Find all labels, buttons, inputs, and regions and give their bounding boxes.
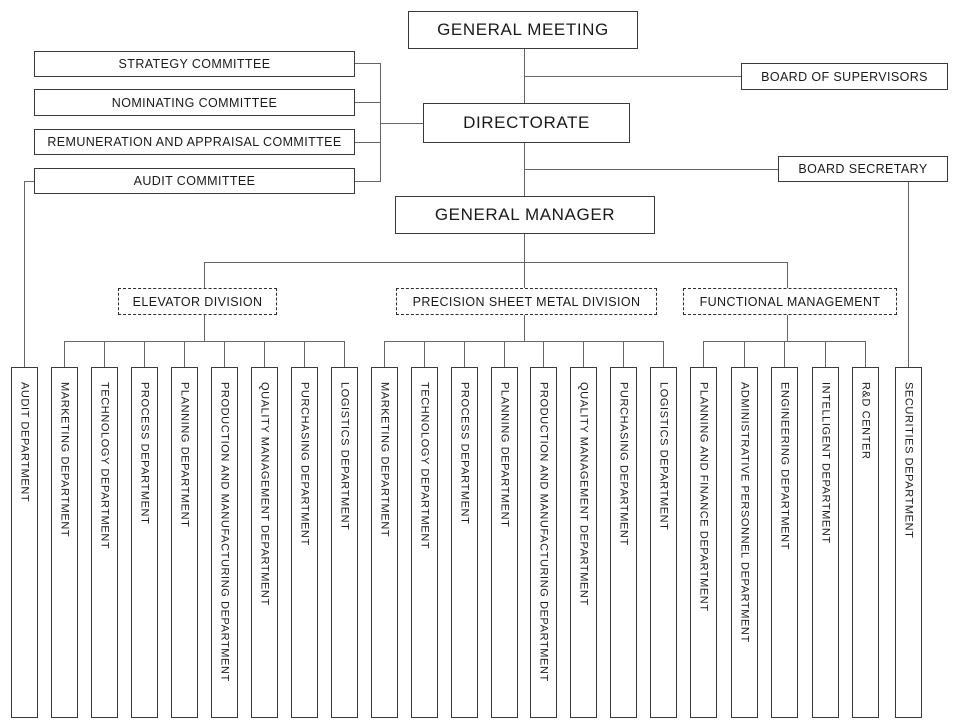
connector-line [784,341,785,367]
department-box: ADMINISTRATIVE PERSONNEL DEPARTMENT [731,367,758,718]
connector-line [703,341,704,367]
department-box: R&D CENTER [852,367,879,718]
connector-line [355,181,380,182]
connector-line [144,341,145,367]
connector-line [524,234,525,288]
connector-line [524,169,778,170]
connector-line [344,341,345,367]
connector-line [663,341,664,367]
node-board-secretary: BOARD SECRETARY [778,156,948,182]
department-box: INTELLIGENT DEPARTMENT [812,367,839,718]
department-box: LOGISTICS DEPARTMENT [650,367,677,718]
department-box: TECHNOLOGY DEPARTMENT [91,367,118,718]
department-box: PROCESS DEPARTMENT [131,367,158,718]
connector-line [224,341,225,367]
connector-line [744,341,745,367]
node-general-meeting: GENERAL MEETING [408,11,638,49]
department-box: SECURITIES DEPARTMENT [895,367,922,718]
connector-line [355,142,380,143]
connector-line [543,341,544,367]
node-precision-division: PRECISION SHEET METAL DIVISION [396,288,657,315]
connector-line [583,341,584,367]
connector-line [384,341,385,367]
department-box: PROCESS DEPARTMENT [451,367,478,718]
connector-line [204,262,205,288]
node-directorate: DIRECTORATE [423,103,630,143]
node-remuneration-committee: REMUNERATION AND APPRAISAL COMMITTEE [34,129,355,155]
connector-line [24,181,34,182]
department-box: ENGINEERING DEPARTMENT [771,367,798,718]
department-box: QUALITY MANAGEMENT DEPARTMENT [570,367,597,718]
connector-line [384,341,664,342]
connector-line [787,262,788,288]
department-box: MARKETING DEPARTMENT [371,367,398,718]
department-box: PLANNING DEPARTMENT [491,367,518,718]
node-nominating-committee: NOMINATING COMMITTEE [34,89,355,116]
connector-line [304,341,305,367]
node-audit-committee: AUDIT COMMITTEE [34,168,355,194]
node-general-manager: GENERAL MANAGER [395,196,655,234]
connector-line [355,102,380,103]
connector-line [424,341,425,367]
department-box: PLANNING DEPARTMENT [171,367,198,718]
connector-line [787,315,788,341]
connector-line [524,315,525,341]
connector-line [504,341,505,367]
connector-line [204,315,205,341]
connector-line [264,341,265,367]
department-box: AUDIT DEPARTMENT [11,367,38,718]
connector-line [623,341,624,367]
department-box: PURCHASING DEPARTMENT [291,367,318,718]
connector-line [355,63,380,64]
department-box: PRODUCTION AND MANUFACTURING DEPARTMENT [211,367,238,718]
department-box: PURCHASING DEPARTMENT [610,367,637,718]
node-board-of-supervisors: BOARD OF SUPERVISORS [741,63,948,90]
connector-line [464,341,465,367]
department-box: TECHNOLOGY DEPARTMENT [411,367,438,718]
department-box: LOGISTICS DEPARTMENT [331,367,358,718]
connector-line [24,181,25,367]
connector-line [184,341,185,367]
node-strategy-committee: STRATEGY COMMITTEE [34,51,355,77]
connector-line [380,123,423,124]
connector-line [104,341,105,367]
connector-line [865,341,866,367]
node-functional-management: FUNCTIONAL MANAGEMENT [683,288,897,315]
connector-line [64,341,65,367]
connector-line [825,341,826,367]
connector-line [524,76,741,77]
department-box: PLANNING AND FINANCE DEPARTMENT [690,367,717,718]
connector-line [64,341,345,342]
department-box: MARKETING DEPARTMENT [51,367,78,718]
connector-line [908,182,909,367]
connector-line [204,262,787,263]
department-box: QUALITY MANAGEMENT DEPARTMENT [251,367,278,718]
department-box: PRODUCTION AND MANUFACTURING DEPARTMENT [530,367,557,718]
node-elevator-division: ELEVATOR DIVISION [118,288,277,315]
